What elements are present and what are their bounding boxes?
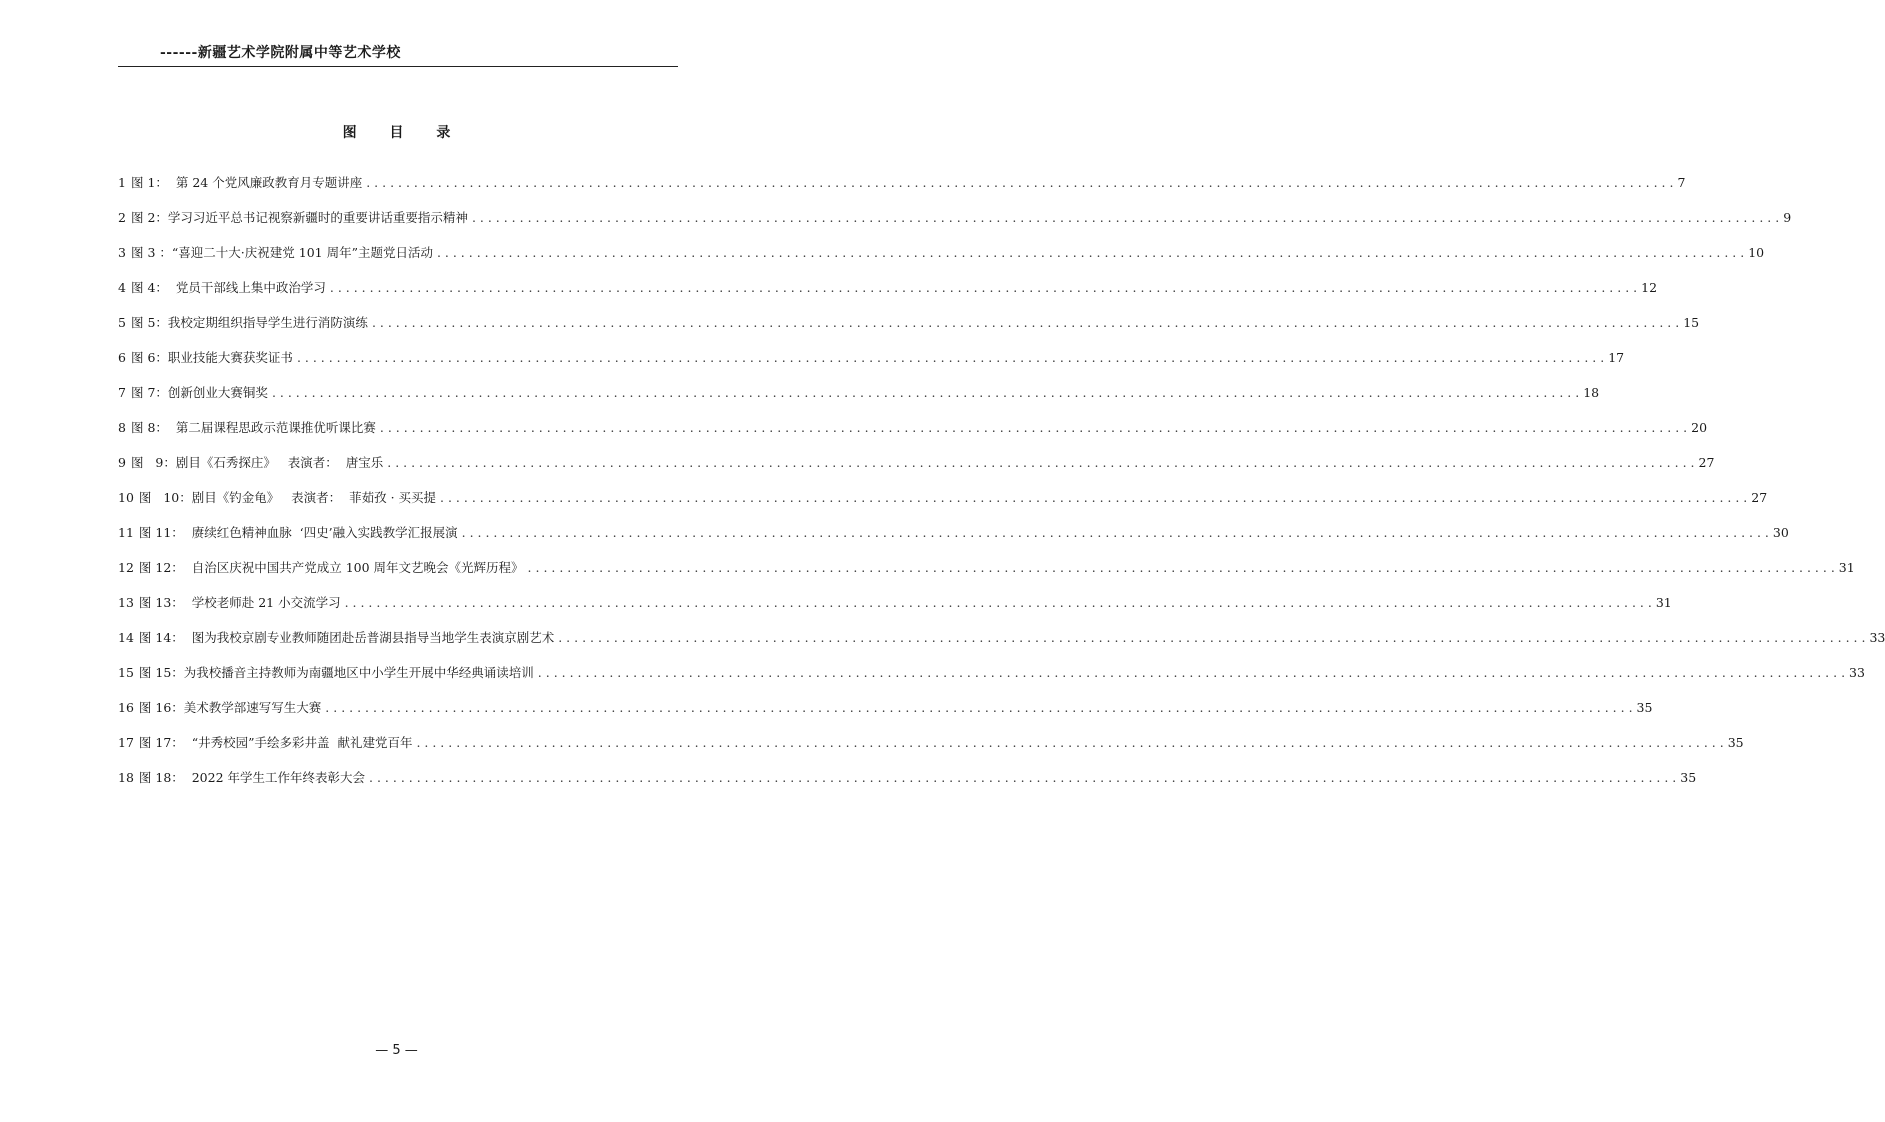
toc-entry-18[interactable] [118, 768, 1697, 803]
toc-entry-page: 27 [1698, 455, 1715, 470]
toc-entry-page: 33 [1849, 665, 1865, 680]
dot-leader [372, 315, 1679, 330]
page-header-title: ------新疆艺术学院附属中等艺术学校 [160, 45, 401, 61]
toc-entry-17[interactable] [118, 733, 1744, 768]
toc-entry-page: 9 [1783, 210, 1792, 225]
toc-entry-16[interactable] [118, 698, 1653, 733]
toc-entry-label: 图 8： 第二届课程思政示范课推优听课比赛 [131, 420, 376, 435]
dot-leader [272, 385, 1579, 400]
toc-entry-label: 图 10：剧目《钓金龟》 表演者： 菲茹孜 · 买买提 [138, 490, 437, 505]
toc-entry-page: 31 [1838, 560, 1855, 575]
toc-entry-number: 18 [118, 770, 134, 785]
toc-entry-3[interactable] [118, 243, 1765, 278]
toc-entry-page: 7 [1677, 175, 1686, 190]
toc-entry-page: 27 [1751, 490, 1768, 505]
toc-entry-number: 12 [118, 560, 134, 575]
toc-entry-number: 11 [118, 525, 134, 540]
figure-toc-list [118, 173, 1885, 803]
toc-entry-page: 10 [1748, 245, 1765, 260]
toc-entry-number: 17 [118, 735, 134, 750]
toc-entry-label: 图 9：剧目《石秀探庄》 表演者： 唐宝乐 [131, 455, 384, 470]
toc-entry-5[interactable] [118, 313, 1700, 348]
toc-entry-page: 33 [1869, 630, 1885, 645]
toc-entry-label: 图 7：创新创业大赛铜奖 [131, 385, 268, 400]
toc-entry-12[interactable] [118, 558, 1855, 593]
toc-entry-label: 图 14： 图为我校京剧专业教师随团赴岳普湖县指导当地学生表演京剧艺术 [138, 630, 555, 645]
toc-entry-label: 图 5：我校定期组织指导学生进行消防演练 [131, 315, 368, 330]
toc-entry-number: 14 [118, 630, 134, 645]
toc-entry-label: 图 13： 学校老师赴 21 小交流学习 [138, 595, 341, 610]
dot-leader [369, 770, 1676, 785]
dot-leader [297, 350, 1604, 365]
toc-entry-label: 图 2：学习习近平总书记视察新疆时的重要讲话重要指示精神 [131, 210, 468, 225]
dot-leader [472, 210, 1779, 225]
dot-leader [366, 175, 1673, 190]
toc-entry-label: 图 15：为我校播音主持教师为南疆地区中小学生开展中华经典诵读培训 [138, 665, 534, 680]
dot-leader [528, 560, 1835, 575]
toc-entry-10[interactable] [118, 488, 1768, 523]
dot-leader [416, 735, 1723, 750]
toc-entry-page: 20 [1691, 420, 1708, 435]
dot-leader [437, 245, 1744, 260]
header-divider [118, 66, 678, 67]
toc-entry-number: 8 [118, 420, 126, 435]
toc-entry-page: 35 [1636, 700, 1653, 715]
dot-leader [330, 280, 1637, 295]
toc-entry-number: 9 [118, 455, 126, 470]
toc-entry-label: 图 6：职业技能大赛获奖证书 [131, 350, 293, 365]
toc-entry-number: 4 [118, 280, 126, 295]
toc-entry-number: 2 [118, 210, 126, 225]
toc-entry-1[interactable] [118, 173, 1686, 208]
toc-entry-number: 3 [118, 245, 126, 260]
toc-entry-page: 15 [1683, 315, 1700, 330]
toc-entry-page: 35 [1680, 770, 1697, 785]
toc-entry-label: 图 11： 赓续红色精神血脉 ‘四史’融入实践教学汇报展演 [138, 525, 458, 540]
toc-entry-number: 10 [118, 490, 134, 505]
dot-leader [325, 700, 1632, 715]
dot-leader [387, 455, 1694, 470]
toc-entry-7[interactable] [118, 383, 1600, 418]
toc-entry-page: 12 [1641, 280, 1658, 295]
dot-leader [538, 665, 1845, 680]
dot-leader [440, 490, 1747, 505]
toc-entry-number: 16 [118, 700, 134, 715]
toc-entry-label: 图 4： 党员干部线上集中政治学习 [131, 280, 326, 295]
toc-entry-number: 15 [118, 665, 134, 680]
toc-entry-page: 17 [1608, 350, 1625, 365]
dot-leader [462, 525, 1769, 540]
toc-entry-6[interactable] [118, 348, 1625, 383]
toc-entry-8[interactable] [118, 418, 1708, 453]
toc-title: 图 目 录 [342, 125, 465, 141]
toc-entry-9[interactable] [118, 453, 1715, 488]
toc-entry-number: 6 [118, 350, 126, 365]
toc-entry-label: 图 12： 自治区庆祝中国共产党成立 100 周年文艺晚会《光辉历程》 [138, 560, 524, 575]
toc-entry-label: 图 17： “井秀校园”手绘多彩井盖 献礼建党百年 [138, 735, 413, 750]
toc-entry-number: 13 [118, 595, 134, 610]
page-number: — 5 — [375, 1043, 418, 1058]
toc-entry-label: 图 18： 2022 年学生工作年终表彰大会 [138, 770, 366, 785]
dot-leader [345, 595, 1652, 610]
dot-leader [380, 420, 1687, 435]
toc-entry-label: 图 3 ：“喜迎二十大·庆祝建党 101 周年”主题党日活动 [131, 245, 433, 260]
toc-entry-number: 7 [118, 385, 126, 400]
toc-entry-2[interactable] [118, 208, 1792, 243]
toc-entry-14[interactable] [118, 628, 1885, 663]
toc-entry-label: 图 16：美术教学部速写写生大赛 [138, 700, 322, 715]
toc-entry-13[interactable] [118, 593, 1672, 628]
toc-entry-page: 35 [1727, 735, 1744, 750]
toc-entry-label: 图 1： 第 24 个党风廉政教育月专题讲座 [131, 175, 363, 190]
toc-entry-15[interactable] [118, 663, 1865, 698]
toc-entry-number: 5 [118, 315, 126, 330]
toc-entry-page: 30 [1772, 525, 1789, 540]
toc-entry-11[interactable] [118, 523, 1789, 558]
toc-entry-number: 1 [118, 175, 126, 190]
toc-entry-page: 31 [1655, 595, 1672, 610]
dot-leader [558, 630, 1865, 645]
toc-entry-page: 18 [1583, 385, 1600, 400]
toc-entry-4[interactable] [118, 278, 1658, 313]
